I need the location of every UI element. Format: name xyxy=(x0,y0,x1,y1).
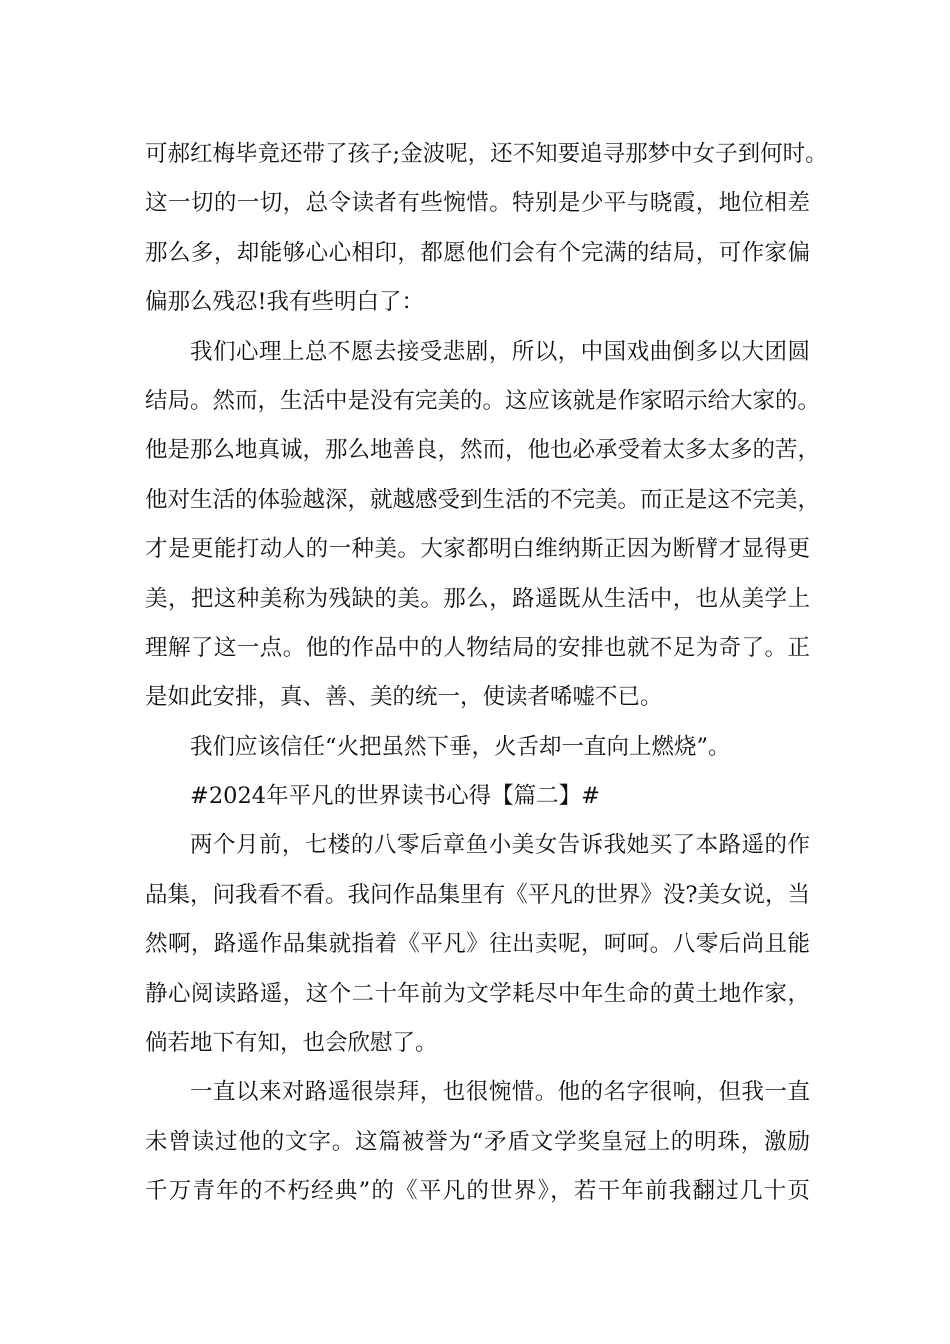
text-line: 他是那么地真诚，那么地善良，然而，他也必承受着太多太多的苦， xyxy=(145,437,821,464)
text-line: 他对生活的体验越深，就越感受到生活的不完美。而正是这不完美， xyxy=(145,486,821,513)
text-line: 结局。然而，生活中是没有完美的。这应该就是作家昭示给大家的。 xyxy=(145,387,821,414)
text-line: 品集，问我看不看。我问作品集里有《平凡的世界》没?美女说，当 xyxy=(145,881,810,908)
text-line: 偏那么残忍!我有些明白了： xyxy=(145,289,425,316)
text-line: 千万青年的不朽经典”的《平凡的世界》，若干年前我翻过几十页 xyxy=(145,1178,810,1205)
text-line: 倘若地下有知，也会欣慰了。 xyxy=(145,1030,438,1057)
text-line: 可郝红梅毕竟还带了孩子;金波呢，还不知要追寻那梦中女子到何时。 xyxy=(145,141,828,167)
body-text xyxy=(145,130,828,1217)
text-line: 一直以来对路遥很崇拜，也很惋惜。他的名字很响，但我一直 xyxy=(190,1079,810,1106)
text-line: 静心阅读路遥，这个二十年前为文学耗尽中年生命的黄土地作家， xyxy=(145,980,810,1007)
text-line: 那么多，却能够心心相印，都愿他们会有个完满的结局，可作家偏 xyxy=(145,239,810,266)
text-line: 两个月前，七楼的八零后章鱼小美女告诉我她买了本路遥的作 xyxy=(190,832,810,859)
section-heading: #2024年平凡的世界读书心得【篇二】# xyxy=(190,783,600,810)
text-line: 才是更能打动人的一种美。大家都明白维纳斯正因为断臂才显得更 xyxy=(145,536,810,563)
text-line: 这一切的一切，总令读者有些惋惜。特别是少平与晓霞，地位相差 xyxy=(145,190,810,217)
text-line: 未曾读过他的文字。这篇被誉为“矛盾文学奖皇冠上的明珠，激励 xyxy=(145,1128,810,1155)
text-line: 然啊，路遥作品集就指着《平凡》往出卖呢，呵呵。八零后尚且能 xyxy=(145,931,810,958)
text-line: 理解了这一点。他的作品中的人物结局的安排也就不足为奇了。正 xyxy=(145,634,810,661)
text-line: 我们心理上总不愿去接受悲剧，所以，中国戏曲倒多以大团圆 xyxy=(190,338,810,365)
text-line: 我们应该信任“火把虽然下垂，火舌却一直向上燃烧”。 xyxy=(190,733,731,760)
text-line: 是如此安排，真、善、美的统一，使读者唏嘘不已。 xyxy=(145,684,663,711)
text-line: 美，把这种美称为残缺的美。那么，路遥既从生活中，也从美学上 xyxy=(145,585,810,612)
